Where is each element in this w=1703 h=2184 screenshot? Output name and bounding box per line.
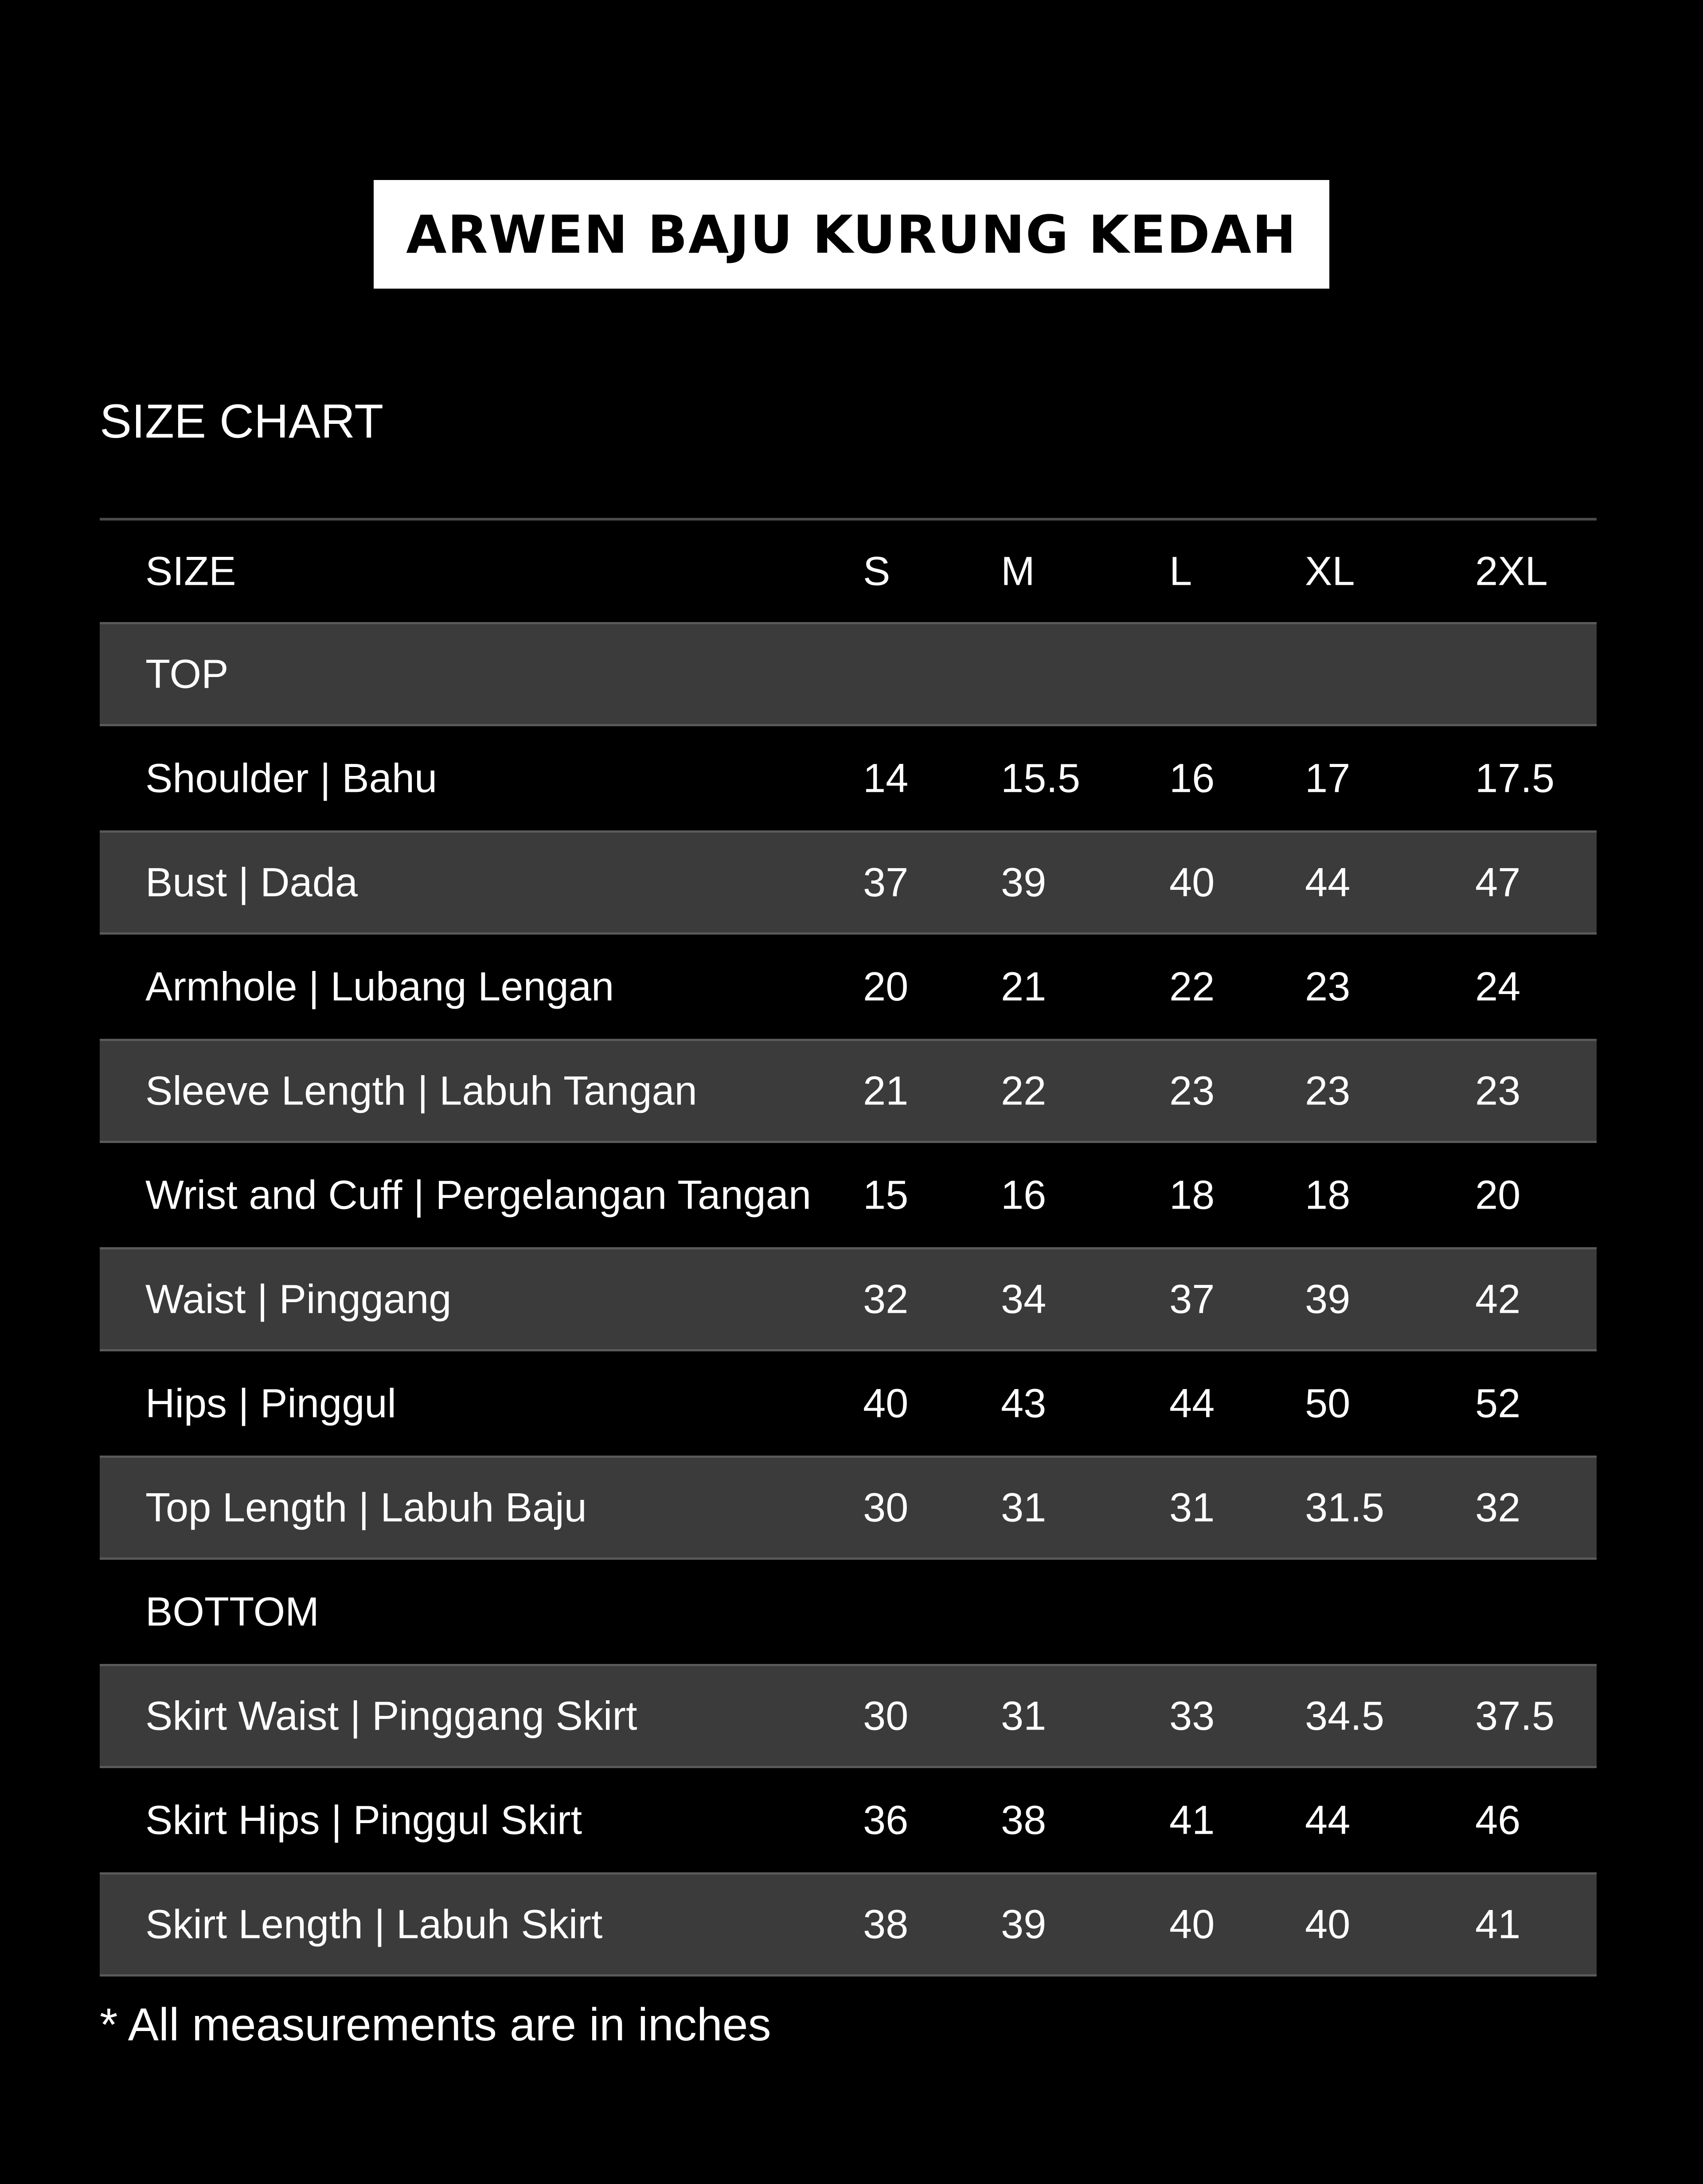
cell-value: 39 [1305, 1276, 1351, 1322]
cell-value: 31.5 [1305, 1485, 1385, 1530]
cell-value: 40 [1305, 1902, 1351, 1947]
table-row [100, 1247, 1597, 1351]
cell-value: 32 [863, 1276, 909, 1322]
cell-value: 50 [1305, 1381, 1351, 1426]
cell-value: 22 [1001, 1068, 1047, 1113]
cell-value: 32 [1475, 1485, 1521, 1530]
table-row [100, 1768, 1597, 1872]
cell-value: 44 [1305, 860, 1351, 905]
row-label: Armhole | Lubang Lengan [145, 964, 614, 1009]
size-chart-table [100, 518, 1597, 1977]
row-label: Wrist and Cuff | Pergelangan Tangan [145, 1172, 812, 1217]
cell-value: 42 [1475, 1276, 1521, 1322]
cell-value: 52 [1475, 1381, 1521, 1426]
cell-value: 16 [1001, 1172, 1047, 1217]
section-row-bottom [100, 1560, 1597, 1664]
cell-value: 39 [1001, 860, 1047, 905]
row-label: Top Length | Labuh Baju [145, 1485, 587, 1530]
row-label: Shoulder | Bahu [145, 755, 437, 801]
row-label: Skirt Length | Labuh Skirt [145, 1902, 603, 1947]
cell-value: 23 [1305, 1068, 1351, 1113]
cell-value: 44 [1169, 1381, 1215, 1426]
cell-value: 31 [1001, 1693, 1047, 1738]
cell-value: 41 [1169, 1797, 1215, 1843]
table-row [100, 1872, 1597, 1977]
cell-value: 23 [1305, 964, 1351, 1009]
header-size-2xl: 2XL [1475, 548, 1548, 594]
cell-value: 38 [1001, 1797, 1047, 1843]
row-label: Skirt Hips | Pinggul Skirt [145, 1797, 582, 1843]
cell-value: 37 [863, 860, 909, 905]
table-row [100, 1456, 1597, 1560]
cell-value: 40 [1169, 860, 1215, 905]
cell-value: 23 [1169, 1068, 1215, 1113]
header-size-m: M [1001, 548, 1035, 594]
table-row [100, 830, 1597, 935]
header-size-label: SIZE [145, 548, 236, 594]
cell-value: 24 [1475, 964, 1521, 1009]
cell-value: 31 [1169, 1485, 1215, 1530]
section-title: SIZE CHART [100, 394, 384, 448]
cell-value: 37.5 [1475, 1693, 1555, 1738]
header-size-s: S [863, 548, 891, 594]
row-label: Sleeve Length | Labuh Tangan [145, 1068, 697, 1113]
cell-value: 15.5 [1001, 755, 1081, 801]
cell-value: 15 [863, 1172, 909, 1217]
cell-value: 17 [1305, 755, 1351, 801]
cell-value: 43 [1001, 1381, 1047, 1426]
table-row [100, 1039, 1597, 1143]
header-size-xl: XL [1305, 548, 1355, 594]
title-banner [374, 180, 1329, 289]
cell-value: 36 [863, 1797, 909, 1843]
table-row [100, 1143, 1597, 1247]
table-header-row [100, 518, 1597, 622]
cell-value: 40 [1169, 1902, 1215, 1947]
cell-value: 18 [1169, 1172, 1215, 1217]
cell-value: 41 [1475, 1902, 1521, 1947]
cell-value: 22 [1169, 964, 1215, 1009]
cell-value: 14 [863, 755, 909, 801]
table-row [100, 935, 1597, 1039]
header-size-l: L [1169, 548, 1192, 594]
cell-value: 34.5 [1305, 1693, 1385, 1738]
cell-value: 34 [1001, 1276, 1047, 1322]
section-row-top [100, 622, 1597, 726]
cell-value: 46 [1475, 1797, 1521, 1843]
cell-value: 21 [863, 1068, 909, 1113]
row-label: Bust | Dada [145, 860, 358, 905]
section-label-bottom: BOTTOM [145, 1589, 319, 1634]
cell-value: 20 [1475, 1172, 1521, 1217]
table-row [100, 1664, 1597, 1768]
cell-value: 38 [863, 1902, 909, 1947]
cell-value: 16 [1169, 755, 1215, 801]
cell-value: 44 [1305, 1797, 1351, 1843]
cell-value: 31 [1001, 1485, 1047, 1530]
row-label: Skirt Waist | Pinggang Skirt [145, 1693, 637, 1738]
cell-value: 18 [1305, 1172, 1351, 1217]
cell-value: 21 [1001, 964, 1047, 1009]
page-title: ARWEN BAJU KURUNG KEDAH [406, 204, 1297, 265]
table-row [100, 1351, 1597, 1456]
cell-value: 20 [863, 964, 909, 1009]
cell-value: 40 [863, 1381, 909, 1426]
measurement-footnote: * All measurements are in inches [100, 1999, 771, 2051]
cell-value: 30 [863, 1485, 909, 1530]
row-label: Hips | Pinggul [145, 1381, 396, 1426]
cell-value: 37 [1169, 1276, 1215, 1322]
cell-value: 17.5 [1475, 755, 1555, 801]
cell-value: 39 [1001, 1902, 1047, 1947]
row-label: Waist | Pinggang [145, 1276, 452, 1322]
cell-value: 33 [1169, 1693, 1215, 1738]
cell-value: 47 [1475, 860, 1521, 905]
cell-value: 30 [863, 1693, 909, 1738]
table-row [100, 726, 1597, 830]
cell-value: 23 [1475, 1068, 1521, 1113]
section-label-top: TOP [145, 651, 229, 697]
